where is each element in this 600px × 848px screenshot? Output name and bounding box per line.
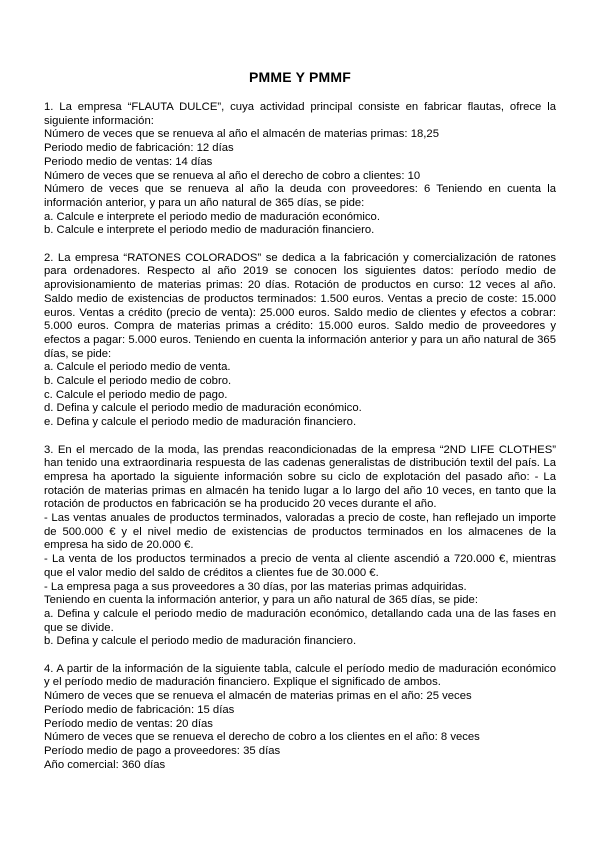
exercise-1-data-line: Periodo medio de ventas: 14 días: [44, 155, 213, 168]
exercise-4-data-line: Número de veces que se renueva el derecho de cobro a los clientes en el año: 8 veces: [44, 731, 480, 744]
exercise-1-question-b: b. Calcule e interprete el periodo medio de maduración financiero.: [44, 224, 375, 237]
exercise-1-data-line: Número de veces que se renueva al año el almacén de materias primas: 18,25: [44, 128, 439, 141]
exercise-3-data-line: Teniendo en cuenta la información anterior, y para un año natural de 365 días, se pide:: [44, 594, 478, 607]
exercise-3: [44, 444, 556, 650]
exercise-2-question-b: b. Calcule el periodo medio de cobro.: [44, 375, 232, 388]
exercise-4-intro: 4. A partir de la información de la siguiente tabla, calcule el período medio de maduración económico y el período medio de maduración financiero. Explique el significado de ambos.: [44, 662, 556, 689]
exercise-1-continuation: Número de veces que se renueva al año la deuda con proveedores: 6 Teniendo en cuenta la información anterior, y para un año natural de 365 días, se pide:: [44, 183, 556, 209]
exercise-3-intro: 3. En el mercado de la moda, las prendas reacondicionadas de la empresa “2ND LIFE CLOTHES” han tenido una extraordinaria respuesta de las cadenas generalistas de distribución textil del país. La empresa ha aportado la siguiente información sobre su ciclo de explotación del pasado año: - La rotación de materias primas en almacén ha tenido lugar a lo largo del año 10 veces, en tanto que la rotación de productos en fabricación se ha producido 20 veces durante el año.: [44, 443, 556, 511]
exercise-3-question-b: b. Defina y calcule el periodo medio de maduración financiero.: [44, 635, 357, 648]
exercise-4-data-line: Período medio de pago a proveedores: 35 días: [44, 745, 281, 757]
exercise-3-data-line: - La empresa paga a sus proveedores a 30 días, por las materias primas adquiridas.: [44, 580, 467, 593]
exercise-1-data-line: Periodo medio de fabricación: 12 días: [44, 142, 234, 155]
exercise-2-question-a: a. Calcule el periodo medio de venta.: [44, 361, 231, 374]
exercise-1-data-line: Número de veces que se renueva al año el derecho de cobro a clientes: 10: [44, 169, 421, 182]
exercise-3-question-a: a. Defina y calcule el periodo medio de maduración económico, detallando cada una de las fases en que se divide.: [44, 607, 556, 634]
exercise-2-intro: 2. La empresa “RATONES COLORADOS” se dedica a la fabricación y comercialización de ratones para ordenadores. Respecto al año 2019 se conocen los siguientes datos: período medio de aprovisionamiento de materias primas: 20 días. Rotación de productos en curso: 12 veces al año. Saldo medio de existencias de productos terminados: 1.500 euros. Ventas a precio de coste: 15.000 euros. Ventas a crédito (precio de venta): 25.000 euros. Saldo medio de clientes y efectos a cobrar: 5.000 euros. Compra de materias primas a crédito: 15.000 euros. Saldo medio de proveedores y efectos a pagar: 5.000 euros. Teniendo en cuenta la información anterior y para un año natural de 365 días, se pide:: [44, 251, 556, 360]
exercise-2-question-d: d. Defina y calcule el periodo medio de maduración económico.: [44, 402, 362, 415]
exercise-4-data-line: Período medio de fabricación: 15 días: [44, 703, 235, 716]
exercise-4-data-line: Período medio de ventas: 20 días: [44, 717, 213, 730]
exercise-1-intro: 1. La empresa “FLAUTA DULCE”, cuya actividad principal consiste en fabricar flautas, ofrece la siguiente información:: [44, 101, 556, 127]
exercise-3-paragraph: - Las ventas anuales de productos terminados, valoradas a precio de coste, han reflejado un importe de 500.000 € y el nivel medio de existencias de productos terminados en los almacenes de la empresa ha sido de 20.000 €.: [44, 512, 556, 552]
exercise-4: [44, 663, 556, 773]
exercise-2-question-e: e. Defina y calcule el periodo medio de maduración financiero.: [44, 416, 357, 429]
exercise-2-question-c: c. Calcule el periodo medio de pago.: [44, 388, 228, 401]
exercise-3-paragraph: - La venta de los productos terminados a precio de venta al cliente ascendió a 720.000 €, mientras que el valor medio del saldo de créditos a clientes fue de 30.000 €.: [44, 553, 556, 579]
exercise-4-data-line: Año comercial: 360 días: [44, 758, 166, 771]
exercise-1: [44, 101, 556, 238]
exercise-4-data-line: Número de veces que se renueva el almacén de materias primas en el año: 25 veces: [44, 690, 472, 703]
exercise-2: [44, 252, 556, 430]
exercise-1-question-a: a. Calcule e interprete el periodo medio de maduración económico.: [44, 210, 380, 223]
page-title: PMME Y PMMF: [248, 69, 352, 85]
document-body: [44, 101, 556, 786]
